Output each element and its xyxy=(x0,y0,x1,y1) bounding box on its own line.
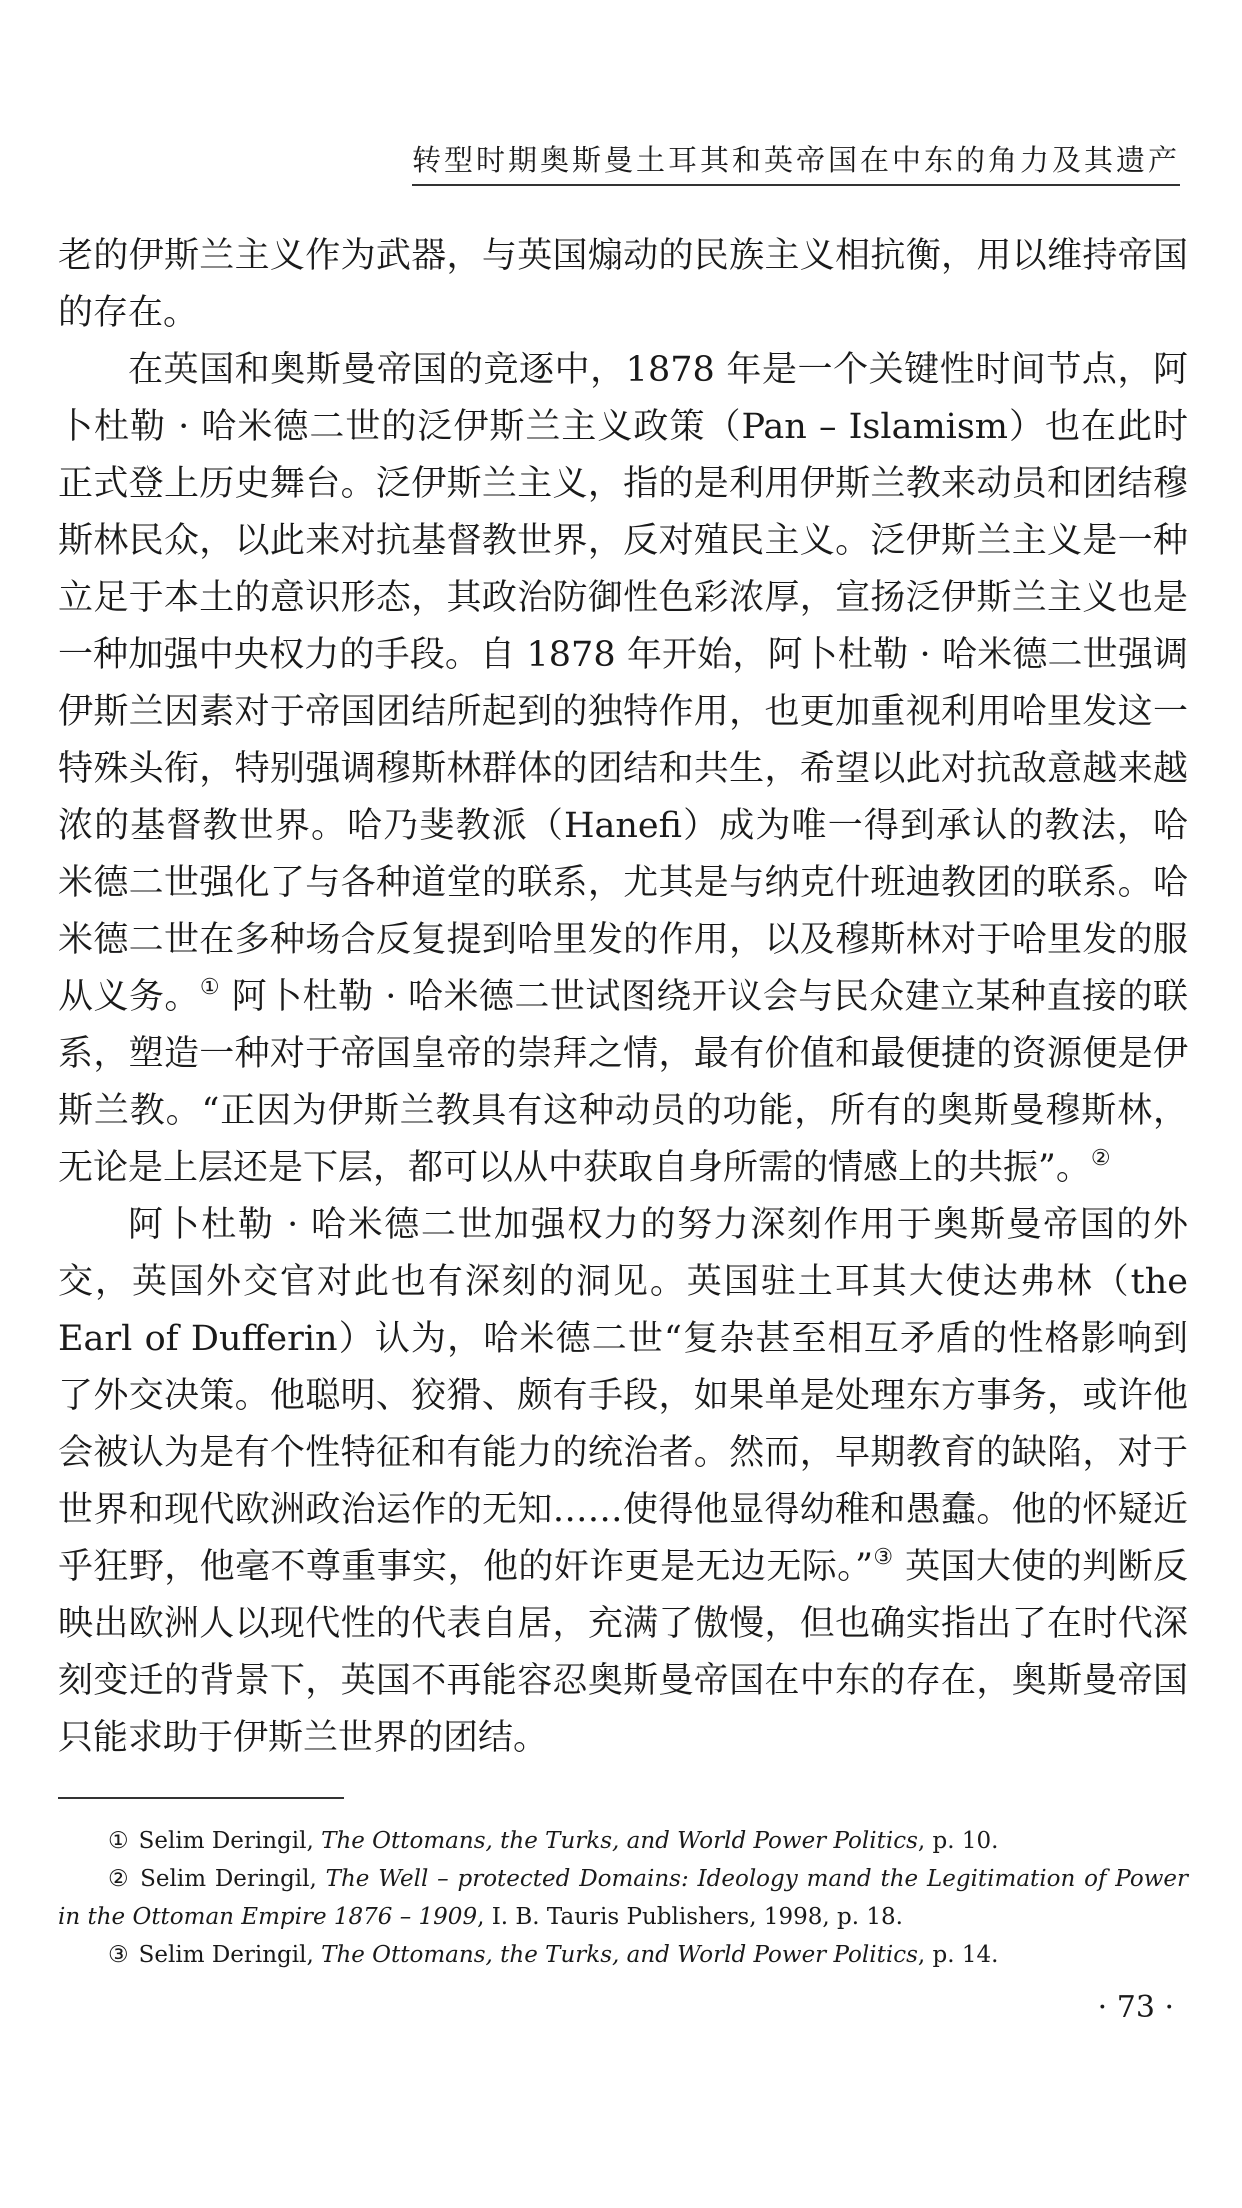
page-number: · 73 · xyxy=(1097,1990,1174,2025)
footnote-3: ③ Selim Deringil, The Ottomans, the Turks, and World Power Politics, p. 14. xyxy=(108,1942,999,1968)
running-header: 转型时期奥斯曼土耳其和英帝国在中东的角力及其遗产 xyxy=(412,140,1180,186)
paragraph-1: 老的伊斯兰主义作为武器，与英国煽动的民族主义相抗衡，用以维持帝国的存在。 xyxy=(58,236,1188,333)
footnote-divider xyxy=(58,1797,344,1799)
paragraph-2: 在英国和奥斯曼帝国的竞逐中，1878 年是一个关键性时间节点，阿卜杜勒 · 哈米德二世的泛伊斯兰主义政策（Pan – Islamism）也在此时正式登上历史舞台。泛伊斯兰主义，指的是利用伊斯兰教来动员和团结穆斯林民众，以此来对抗基督教世界，反对殖民主义。泛伊斯兰主义是一种立足于本土的意识形态，其政治防御性色彩浓厚，宣扬泛伊斯兰主义也是一种加强中央权力的手段。自 1878 年开始，阿卜杜勒 · 哈米德二世强调伊斯兰因素对于帝国团结所起到的独特作用，也更加重视利用哈里发这一特殊头衔，特别强调穆斯林群体的团结和共生，希望以此对抗敌意越来越浓的基督教世界。哈乃斐教派（Hanefi）成为唯一得到承认的教法，哈米德二世强化了与各种道堂的联系，尤其是与纳克什班迪教团的联系。哈米德二世在多种场合反复提到哈里发的作用，以及穆斯林对于哈里发的服从义务。① 阿卜杜勒 · 哈米德二世试图绕开议会与民众建立某种直接的联系，塑造一种对于帝国皇帝的崇拜之情，最有价值和最便捷的资源便是伊斯兰教。“正因为伊斯兰教具有这种动员的功能，所有的奥斯曼穆斯林，无论是上层还是下层，都可以从中获取自身所需的情感上的共振”。② xyxy=(58,350,1188,1188)
footnote-ref-1[interactable]: ① xyxy=(199,975,221,1000)
footnote-ref-2[interactable]: ② xyxy=(1090,1146,1111,1171)
body-text xyxy=(58,228,1188,1767)
paragraph-3: 阿卜杜勒 · 哈米德二世加强权力的努力深刻作用于奥斯曼帝国的外交，英国外交官对此也有深刻的洞见。英国驻土耳其大使达弗林（the Earl of Dufferin）认为，哈米德二世“复杂甚至相互矛盾的性格影响到了外交决策。他聪明、狡猾、颇有手段，如果单是处理东方事务，或许他会被认为是有个性特征和有能力的统治者。然而，早期教育的缺陷，对于世界和现代欧洲政治运作的无知……使得他显得幼稚和愚蠢。他的怀疑近乎狂野，他毫不尊重事实，他的奸诈更是无边无际。”③ 英国大使的判断反映出欧洲人以现代性的代表自居，充满了傲慢，但也确实指出了在时代深刻变迁的背景下，英国不再能容忍奥斯曼帝国在中东的存在，奥斯曼帝国只能求助于伊斯兰世界的团结。 xyxy=(58,1205,1188,1758)
footnotes xyxy=(58,1822,1188,1974)
footnote-1: ① Selim Deringil, The Ottomans, the Turks, and World Power Politics, p. 10. xyxy=(108,1828,999,1854)
footnote-ref-3[interactable]: ③ xyxy=(872,1545,894,1570)
footnote-2: ② Selim Deringil, The Well – protected Domains: Ideology mand the Legitimation of Power in the Ottoman Empire 1876 – 1909, I. B. Tauris Publishers, 1998, p. 18. xyxy=(58,1866,1188,1930)
